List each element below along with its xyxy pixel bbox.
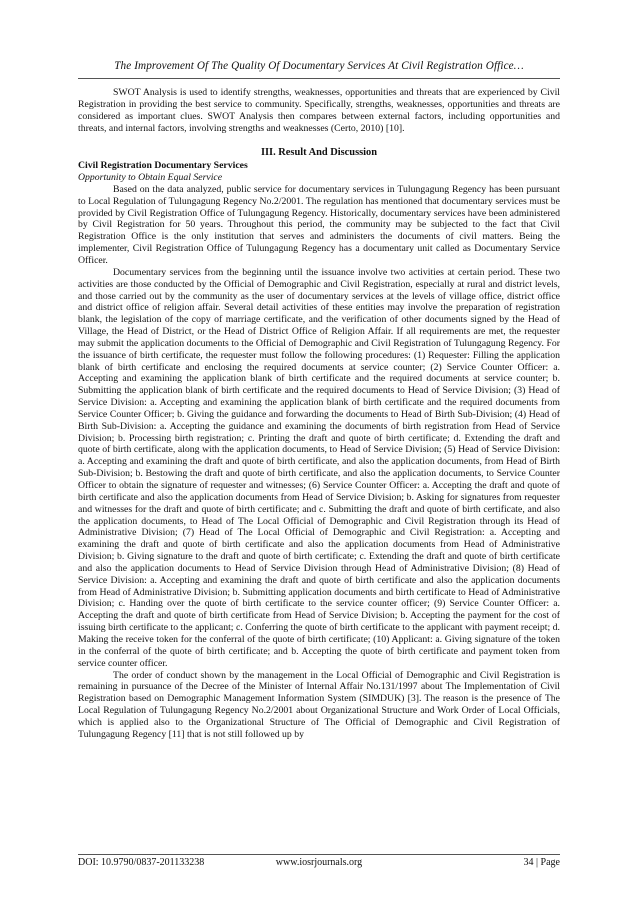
- subsubsection-title: Opportunity to Obtain Equal Service: [78, 172, 223, 184]
- footer-site: www.iosrjournals.org: [275, 857, 363, 868]
- footer-page-number: 34 | Page: [523, 857, 560, 868]
- footer-doi: DOI: 10.9790/0837-201133238: [78, 857, 205, 868]
- subsection-title: Civil Registration Documentary Services: [78, 160, 248, 172]
- paragraph-3: The order of conduct shown by the management in the Local Official of Demographic and Civil Registration is remaining in pursuance of the Decree of the Minister of Internal Affair No.131/1997 about The Implementation of Civil Registration based on Demographic Management Information System (SIMDUK) [3]. The reason is the presence of The Local Regulation of Tulungagung Regency No.2/2001 about Organizational Structure and Work Order of Local Officials, which is applied also to the Organizational Structure of The Official of Demographic and Civil Registration of Tulungagung Regency [11] that is not still followed up by: [78, 669, 560, 740]
- running-head: The Improvement Of The Quality Of Documentary Services At Civil Registration Office…: [114, 60, 524, 72]
- footer-rule: [78, 854, 560, 855]
- section-title: III. Result And Discussion: [260, 147, 378, 159]
- article-body: [78, 87, 560, 741]
- paragraph-1: Based on the data analyzed, public service for documentary services in Tulungagung Regency has been pursuant to Local Regulation of Tulungagung Regency No.2/2001. The regulation has mentioned that documentary services must be provided by Civil Registration Office of Tulungagung Regency. Historically, documentary services have been administered by Civil Registration for 50 years. Throughout this period, the community may be subjected to the fact that Civil Registration Office is the only institution that serves and administers the documents of civil matters. Being the implementer, Civil Registration Office of Tulungagung Regency has a documentary unit called as Documentary Service Officer.: [78, 183, 560, 266]
- paragraph-2: Documentary services from the beginning until the issuance involve two activities at certain period. These two activities are those conducted by the Official of Demographic and Civil Registration, especially at rural and district levels, and those carried out by the community as the user of documentary services at the levels of village office, district office and district office of religion affair. Several detail activities of these entities may involve the preparation of registration blank, the legislation of the copy of marriage certificate, and the verification of other documents signed by the Head of Village, the Head of District, or the Head of District Office of Religion Affair. If all requirements are met, the requester may submit the application documents to the Official of Demographic and Civil Registration of Tulungagung Regency. For the issuance of birth certificate, the requester must follow the following procedures: (1) Requester: Filling the application blank of birth certificate and enclosing the required documents at service counter; (2) Service Counter Officer: a. Accepting and examining the application blank of birth certificate and the required documents at service counter; b. Submitting the application blank of birth certificate and the required documents to Head of Service Division; (3) Head of Service Division: a. Accepting and examining the application blank of birth certificate and the required documents from Service Counter Officer; b. Giving the guidance and forwarding the documents to Head of Birth Sub-Division; (4) Head of Birth Sub-Division: a. Accepting the guidance and examining the documents of birth registration from Head of Service Division; b. Processing birth registration; c. Printing the draft and quote of birth certificate; d. Extending the draft and quote of birth certificate, along with the application documents, to Head of Service Division; (5) Head of Service Division: a. Accepting and examining the draft and quote of birth certificate, and also the application documents, from Head of Birth Sub-Division; b. Bestowing the draft and quote of birth certificate, and also the application documents, to Service Counter Officer to obtain the signature of requester and witnesses; (6) Service Counter Officer: a. Accepting the draft and quote of birth certificate and also the application documents from Head of Service Division; b. Asking for signatures from requester and witnesses for the draft and quote of birth certificate; and c. Submitting the draft and quote of birth certificate, and also the application documents, to Head of The Local Official of Demographic and Civil Registration through its Head of Administrative Division; (7) Head of The Local Official of Demographic and Civil Registration: a. Accepting and examining the draft and quote of birth certificate and also the application documents from Head of Administrative Division; b. Giving signature to the draft and quote of birth certificate; c. Extending the draft and quote of birth certificate and also the application documents to Head of Service Division through Head of Administrative Division; (8) Head of Service Division: a. Accepting and examining the draft and quote of birth certificate and also the application documents from Head of Administrative Division; b. Submitting application documents and birth certificate to Head of Administrative Division; c. Handing over the quote of birth certificate to the service counter officer; (9) Service Counter Officer: a. Accepting the draft and quote of birth certificate from Head of Service Division; b. Accepting the payment for the cost of issuing birth certificate to the applicant; c. Conferring the quote of birth certificate to the applicant with payment receipt; d. Making the receive token for the conferral of the quote of birth certificate; (10) Applicant: a. Giving signature of the token in the conferral of the quote of birth certificate; and b. Accepting the quote of birth certificate and payment token from service counter officer.: [78, 266, 560, 669]
- header-rule: [78, 78, 560, 79]
- swot-paragraph: SWOT Analysis is used to identify strengths, weaknesses, opportunities and threats that are experienced by Civil Registration in providing the best service to community. Specifically, strengths, weaknesses, opportunities and threats are considered as important clues. SWOT Analysis then compares between external factors, including opportunities and threats, and internal factors, involving strengths and weaknesses (Certo, 2010) [10].: [78, 87, 560, 134]
